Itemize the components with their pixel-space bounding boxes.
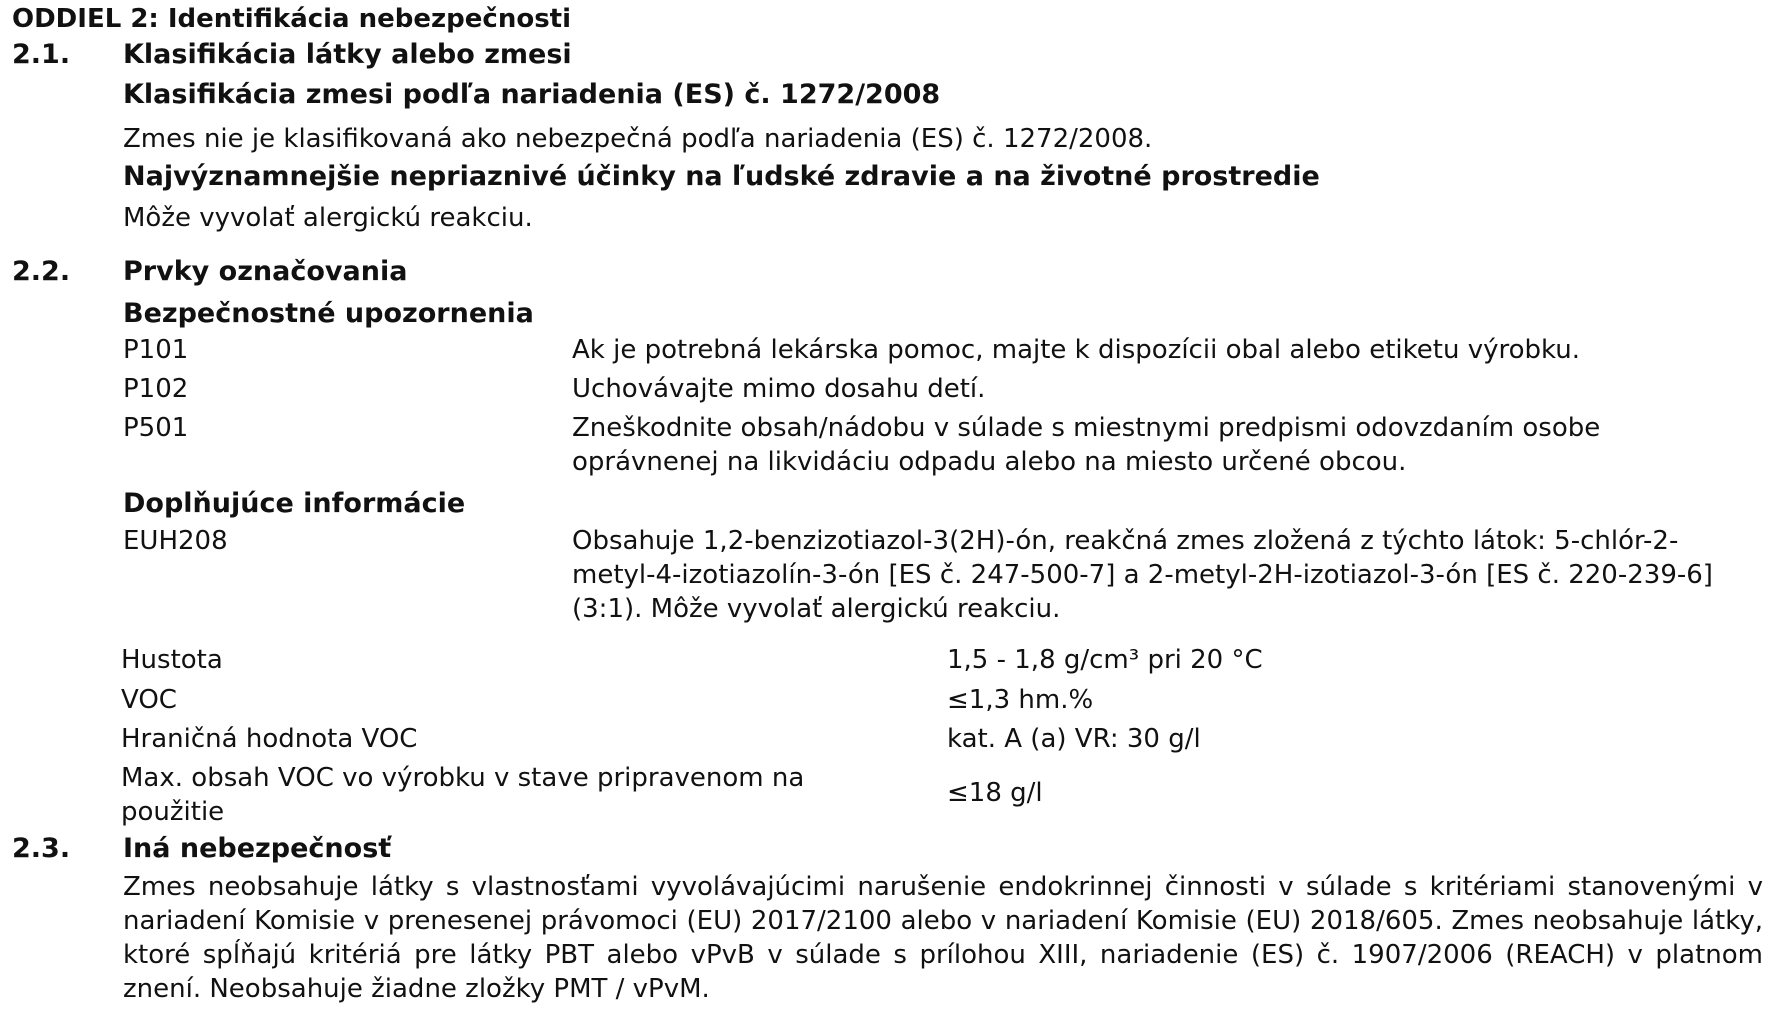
subsection-heading-2-2: Prvky označovania	[123, 256, 408, 287]
property-label: Hustota	[121, 645, 223, 675]
property-value: ≤1,3 hm.%	[947, 685, 1094, 715]
subsection-number-2-3: 2.3.	[12, 833, 71, 864]
subsection-number-2-1: 2.1.	[12, 39, 71, 70]
precaution-code: P101	[123, 335, 189, 365]
other-hazards-text: Zmes neobsahuje látky s vlastnosťami vyvolávajúcimi narušenie endokrinnej činnosti v súlade s kritériami stanovenými v nariadení Komisie v prenesenej právomoci (EU) 2017/2100 alebo v nariadení Komisie (EU) 2018/605. Zmes neobsahuje látky, ktoré spĺňajú kritériá pre látky PBT alebo vPvB v súlade s prílohou XIII, nariadenie (ES) č. 1907/2006 (REACH) v platnom znení. Neobsahuje žiadne zložky PMT / vPvM.	[123, 872, 1763, 1004]
property-value: 1,5 - 1,8 g/cm³ pri 20 °C	[947, 645, 1263, 675]
subsection-heading-2-1: Klasifikácia látky alebo zmesi	[123, 39, 572, 70]
classification-subheading: Klasifikácia zmesi podľa nariadenia (ES) č. 1272/2008	[123, 79, 941, 110]
classification-text: Zmes nie je klasifikovaná ako nebezpečná podľa nariadenia (ES) č. 1272/2008.	[123, 124, 1153, 154]
property-value: ≤18 g/l	[947, 778, 1043, 808]
precaution-text: Ak je potrebná lekárska pomoc, majte k dispozícii obal alebo etiketu výrobku.	[572, 335, 1581, 365]
property-label: Hraničná hodnota VOC	[121, 724, 418, 754]
precaution-code: P102	[123, 374, 189, 404]
supplementary-heading: Doplňujúce informácie	[123, 488, 466, 519]
subsection-number-2-2: 2.2.	[12, 256, 71, 287]
property-value: kat. A (a) VR: 30 g/l	[947, 724, 1201, 754]
supplementary-code: EUH208	[123, 526, 228, 556]
precaution-text: Zneškodnite obsah/nádobu v súlade s miestnymi predpismi odovzdaním osobe oprávnenej na likvidáciu odpadu alebo na miesto určené obcou.	[572, 413, 1601, 477]
precaution-text: Uchovávajte mimo dosahu detí.	[572, 374, 986, 404]
property-label: VOC	[121, 685, 177, 715]
effects-heading: Najvýznamnejšie nepriaznivé účinky na ľudské zdravie a na životné prostredie	[123, 161, 1320, 192]
supplementary-text: Obsahuje 1,2-benzizotiazol-3(2H)-ón, reakčná zmes zložená z týchto látok: 5-chlór-2-metyl-4-izotiazolín-3-ón [ES č. 247-500-7] a 2-metyl-2H-izotiazol-3-ón [ES č. 220-239-6] (3:1). Môže vyvolať alergickú reakciu.	[572, 526, 1713, 624]
section-title: ODDIEL 2: Identifikácia nebezpečnosti	[12, 4, 572, 34]
precaution-code: P501	[123, 413, 189, 443]
property-label: Max. obsah VOC vo výrobku v stave pripravenom na použitie	[121, 763, 805, 827]
precautions-heading: Bezpečnostné upozornenia	[123, 298, 534, 329]
subsection-heading-2-3: Iná nebezpečnosť	[123, 833, 392, 864]
effects-text: Môže vyvolať alergickú reakciu.	[123, 203, 533, 233]
